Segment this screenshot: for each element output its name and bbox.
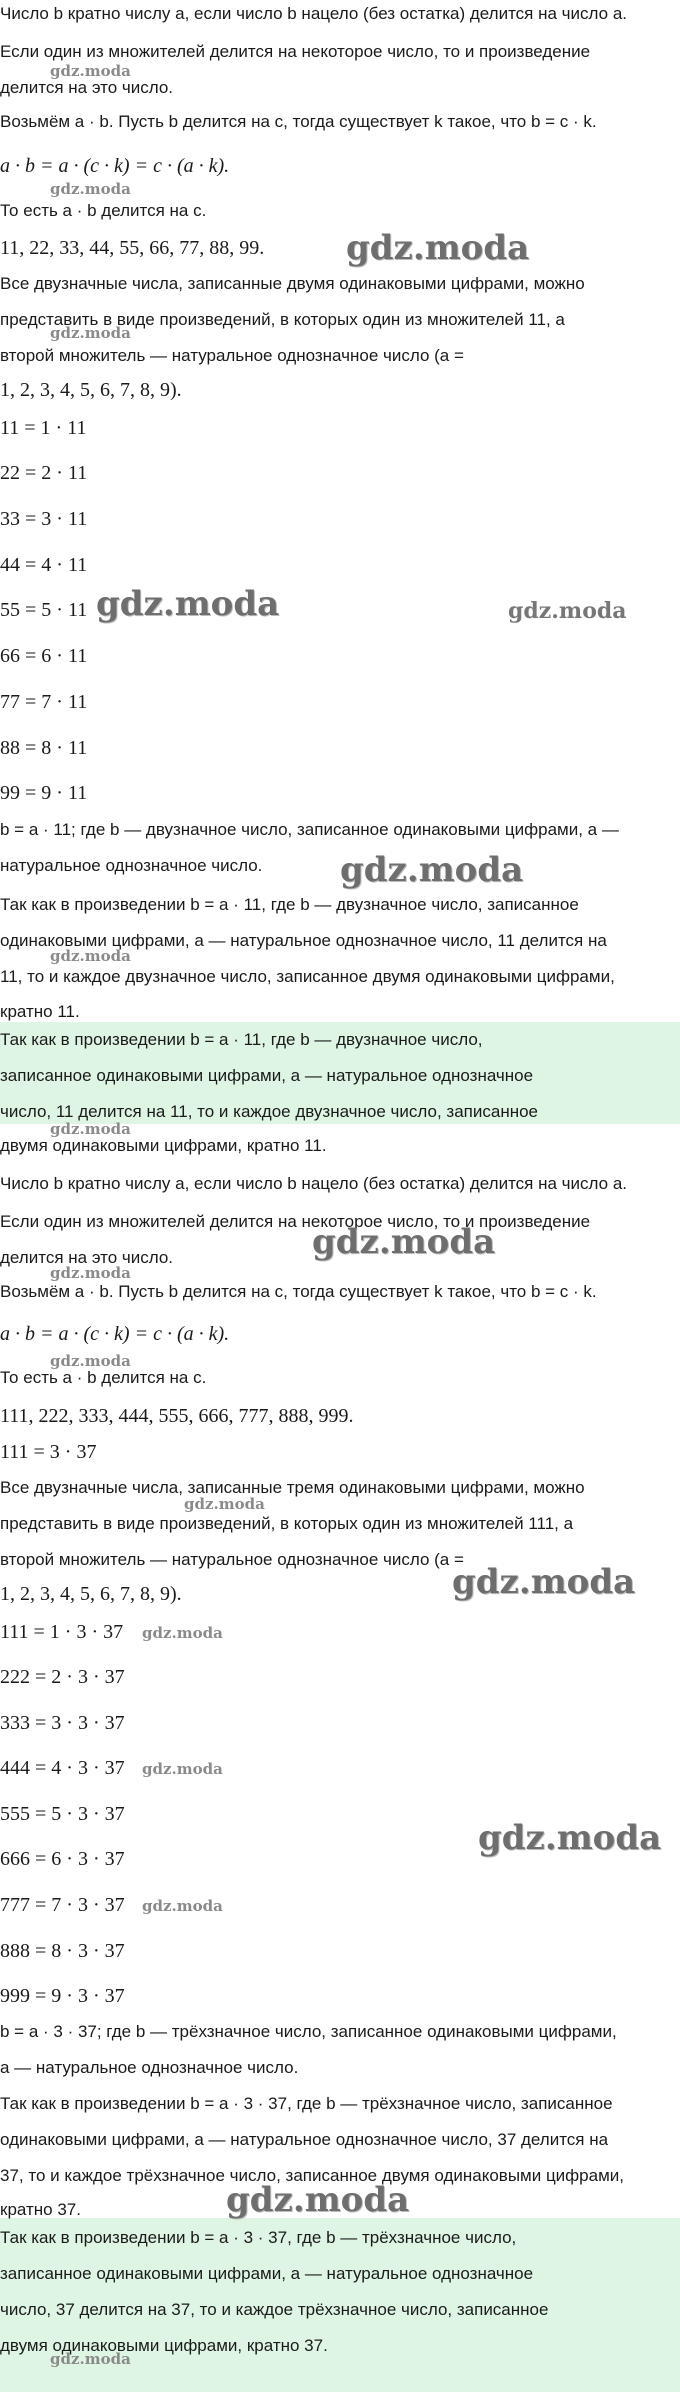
watermark-logo: gdz.moda <box>312 1222 496 1262</box>
paragraph-line: b = a · 3 · 37; где b — трёхзначное число, записанное одинаковыми цифрами, <box>0 2022 617 2041</box>
equation: 555 = 5 · 3 · 37 <box>0 1803 125 1825</box>
formula: a · b = a · (c · k) = c · (a · k). <box>0 1323 230 1345</box>
paragraph-line: Все двузначные числа, записанные тремя одинаковыми цифрами, можно <box>0 1478 585 1497</box>
equation: 444 = 4 · 3 · 37 <box>0 1757 125 1779</box>
proof-conclusion: То есть a · b делится на c. <box>0 201 207 220</box>
paragraph-line: Так как в произведении b = a · 3 · 37, где b — трёхзначное число, записанное <box>0 2094 613 2113</box>
watermark-logo: gdz.moda <box>50 62 131 80</box>
paragraph-line: b = a · 11; где b — двузначное число, записанное одинаковыми цифрами, a — <box>0 820 619 839</box>
equation: 333 = 3 · 3 · 37 <box>0 1712 125 1734</box>
paragraph-line: представить в виде произведений, в которых один из множителей 111, а <box>0 1514 574 1533</box>
watermark-logo: gdz.moda <box>226 2180 410 2220</box>
watermark-logo: gdz.moda <box>478 1818 662 1858</box>
definition-text: Число b кратно числу a, если число b нацело (без остатка) делится на число a. <box>0 1174 627 1193</box>
paragraph-line: натуральное однозначное число. <box>0 856 263 875</box>
watermark-logo: gdz.moda <box>50 1352 131 1370</box>
watermark-logo: gdz.moda <box>142 1760 223 1778</box>
watermark-logo: gdz.moda <box>50 324 131 342</box>
watermark-logo: gdz.moda <box>50 180 131 198</box>
answer-line: число, 37 делится на 37, то и каждое трёхзначное число, записанное <box>0 2300 549 2319</box>
paragraph-line: 1, 2, 3, 4, 5, 6, 7, 8, 9). <box>0 1583 182 1605</box>
answer-line: двумя одинаковыми цифрами, кратно 11. <box>0 1136 327 1155</box>
paragraph-line: a — натуральное однозначное число. <box>0 2058 299 2077</box>
equation: 33 = 3 · 11 <box>0 508 88 530</box>
answer-line: Так как в произведении b = a · 11, где b — двузначное число, <box>0 1030 483 1049</box>
equation: 222 = 2 · 3 · 37 <box>0 1666 125 1688</box>
formula: a · b = a · (c · k) = c · (a · k). <box>0 155 230 177</box>
equation: 777 = 7 · 3 · 37 <box>0 1894 125 1916</box>
watermark-logo: gdz.moda <box>508 598 627 624</box>
watermark-logo: gdz.moda <box>340 850 524 890</box>
paragraph-line: 11, то и каждое двузначное число, записанное двумя одинаковыми цифрами, <box>0 967 615 986</box>
paragraph-line: Так как в произведении b = a · 11, где b — двузначное число, записанное <box>0 895 579 914</box>
equation: 77 = 7 · 11 <box>0 691 88 713</box>
watermark-logo: gdz.moda <box>346 228 530 268</box>
watermark-logo: gdz.moda <box>50 1264 131 1282</box>
property-text: делится на это число. <box>0 1248 174 1267</box>
property-text: Если один из множителей делится на некоторое число, то и произведение <box>0 42 591 61</box>
answer-line: двумя одинаковыми цифрами, кратно 37. <box>0 2336 328 2355</box>
property-text: Если один из множителей делится на некоторое число, то и произведение <box>0 1212 591 1231</box>
proof-text: Возьмём a · b. Пусть b делится на c, тогда существует k такое, что b = c · k. <box>0 1282 597 1301</box>
equation: 99 = 9 · 11 <box>0 782 88 804</box>
paragraph-line: представить в виде произведений, в которых один из множителей 11, а <box>0 310 565 329</box>
watermark-logo: gdz.moda <box>452 1562 636 1602</box>
answer-line: записанное одинаковыми цифрами, a — натуральное однозначное <box>0 2264 534 2283</box>
equation: 11 = 1 · 11 <box>0 417 87 439</box>
proof-conclusion: То есть a · b делится на c. <box>0 1368 207 1387</box>
property-text: делится на это число. <box>0 78 174 97</box>
answer-line: записанное одинаковыми цифрами, a — натуральное однозначное <box>0 1066 534 1085</box>
watermark-logo: gdz.moda <box>142 1897 223 1915</box>
paragraph-line: одинаковыми цифрами, a — натуральное однозначное число, 37 делится на <box>0 2130 609 2149</box>
watermark-logo: gdz.moda <box>50 1120 131 1138</box>
equation: 44 = 4 · 11 <box>0 554 88 576</box>
equation: 111 = 1 · 3 · 37 <box>0 1621 124 1643</box>
paragraph-line: одинаковыми цифрами, a — натуральное однозначное число, 11 делится на <box>0 931 607 950</box>
paragraph-line: второй множитель — натуральное однозначное число (a = <box>0 1550 464 1569</box>
proof-text: Возьмём a · b. Пусть b делится на c, тогда существует k такое, что b = c · k. <box>0 112 597 131</box>
watermark-logo: gdz.moda <box>142 1624 223 1642</box>
number-list: 11, 22, 33, 44, 55, 66, 77, 88, 99. <box>0 237 265 259</box>
equation: 55 = 5 · 11 <box>0 599 88 621</box>
watermark-logo: gdz.moda <box>184 1495 265 1513</box>
answer-line: число, 11 делится на 11, то и каждое двузначное число, записанное <box>0 1102 538 1121</box>
equation: 888 = 8 · 3 · 37 <box>0 1940 125 1962</box>
equation: 88 = 8 · 11 <box>0 737 88 759</box>
equation: 22 = 2 · 11 <box>0 462 88 484</box>
equation: 999 = 9 · 3 · 37 <box>0 1985 125 2007</box>
paragraph-line: 1, 2, 3, 4, 5, 6, 7, 8, 9). <box>0 379 182 401</box>
paragraph-line: 37, то и каждое трёхзначное число, записанное двумя одинаковыми цифрами, <box>0 2166 624 2185</box>
number-list: 111, 222, 333, 444, 555, 666, 777, 888, 999. <box>0 1405 354 1427</box>
equation: 666 = 6 · 3 · 37 <box>0 1848 125 1870</box>
watermark-logo: gdz.moda <box>96 584 280 624</box>
paragraph-line: кратно 37. <box>0 2200 81 2219</box>
paragraph-line: Все двузначные числа, записанные двумя одинаковыми цифрами, можно <box>0 274 585 293</box>
equation: 111 = 3 · 37 <box>0 1441 97 1463</box>
definition-text: Число b кратно числу a, если число b нацело (без остатка) делится на число a. <box>0 4 627 23</box>
paragraph-line: кратно 11. <box>0 1002 80 1021</box>
equation: 66 = 6 · 11 <box>0 645 88 667</box>
watermark-logo: gdz.moda <box>50 947 131 965</box>
paragraph-line: второй множитель — натуральное однозначное число (a = <box>0 346 464 365</box>
answer-line: Так как в произведении b = a · 3 · 37, где b — трёхзначное число, <box>0 2228 517 2247</box>
watermark-logo: gdz.moda <box>50 2350 131 2368</box>
